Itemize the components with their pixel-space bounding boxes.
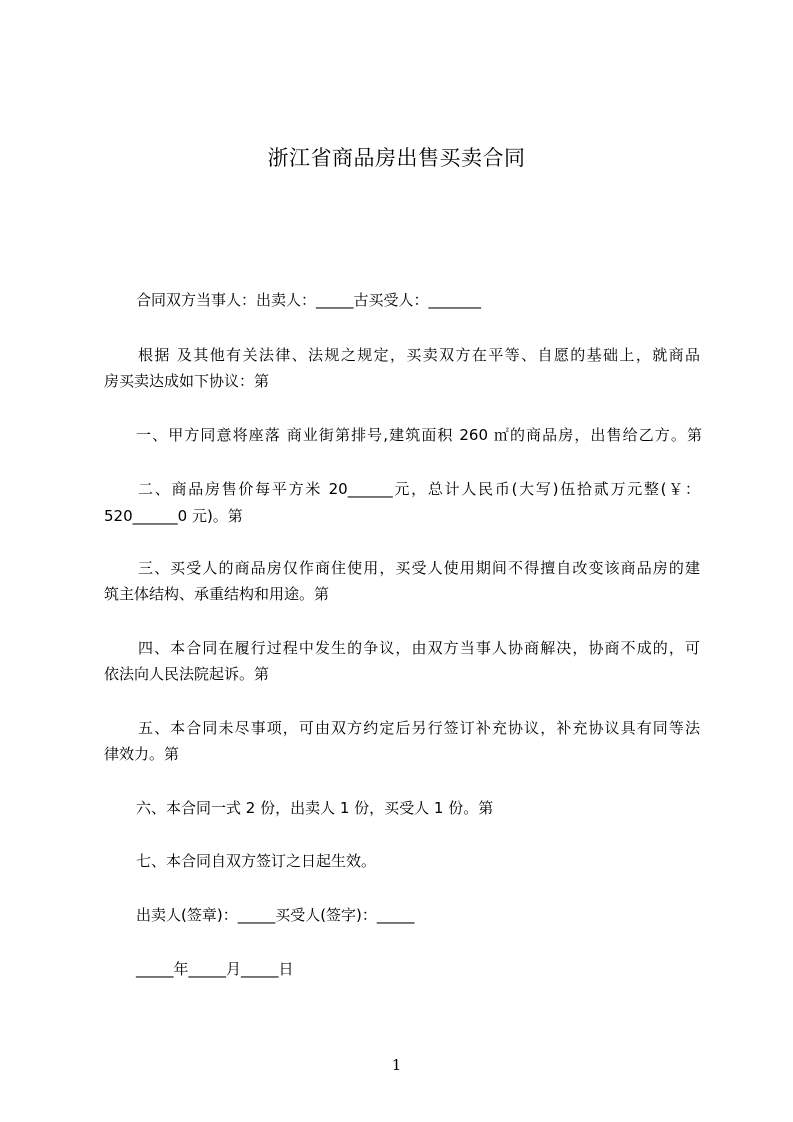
clause-5-line-2: 律效力。第 — [104, 745, 180, 763]
date-line: _____年_____月_____日 — [136, 960, 294, 978]
clause-5-line-1: 五、本合同未尽事项，可由双方约定后另行签订补充协议，补充协议具有同等法 — [138, 719, 700, 737]
basis-line-1: 根据 及其他有关法律、法规之规定，买卖双方在平等、自愿的基础上，就商品 — [138, 346, 700, 364]
basis-line-2: 房买卖达成如下协议：第 — [104, 372, 270, 390]
clause-4-line-2: 依法向人民法院起诉。第 — [104, 665, 270, 683]
clause-4-line-1: 四、本合同在履行过程中发生的争议，由双方当事人协商解决，协商不成的，可 — [138, 639, 700, 657]
clause-7: 七、本合同自双方签订之日起生效。 — [136, 852, 377, 870]
document-title: 浙江省商品房出售买卖合同 — [267, 146, 526, 170]
parties-line: 合同双方当事人：出卖人：_____古买受人：_______ — [136, 291, 482, 309]
clause-1: 一、甲方同意将座落 商业街第排号,建筑面积 260 ㎡的商品房，出售给乙方。第 — [136, 426, 702, 444]
clause-2-line-2: 520______0 元)。第 — [104, 507, 243, 525]
signature-line: 出卖人(签章)：_____买受人(签字)：_____ — [136, 906, 415, 924]
clause-3-line-2: 筑主体结构、承重结构和用途。第 — [104, 585, 330, 603]
page-number: 1 — [391, 1056, 402, 1074]
clause-6: 六、本合同一式 2 份，出卖人 1 份，买受人 1 份。第 — [136, 799, 494, 817]
clause-3-line-1: 三、买受人的商品房仅作商住使用，买受人使用期间不得擅自改变该商品房的建 — [138, 559, 700, 577]
clause-2-line-1: 二、商品房售价每平方米 20______元，总计人民币(大写)伍拾贰万元整(￥： — [138, 480, 700, 498]
